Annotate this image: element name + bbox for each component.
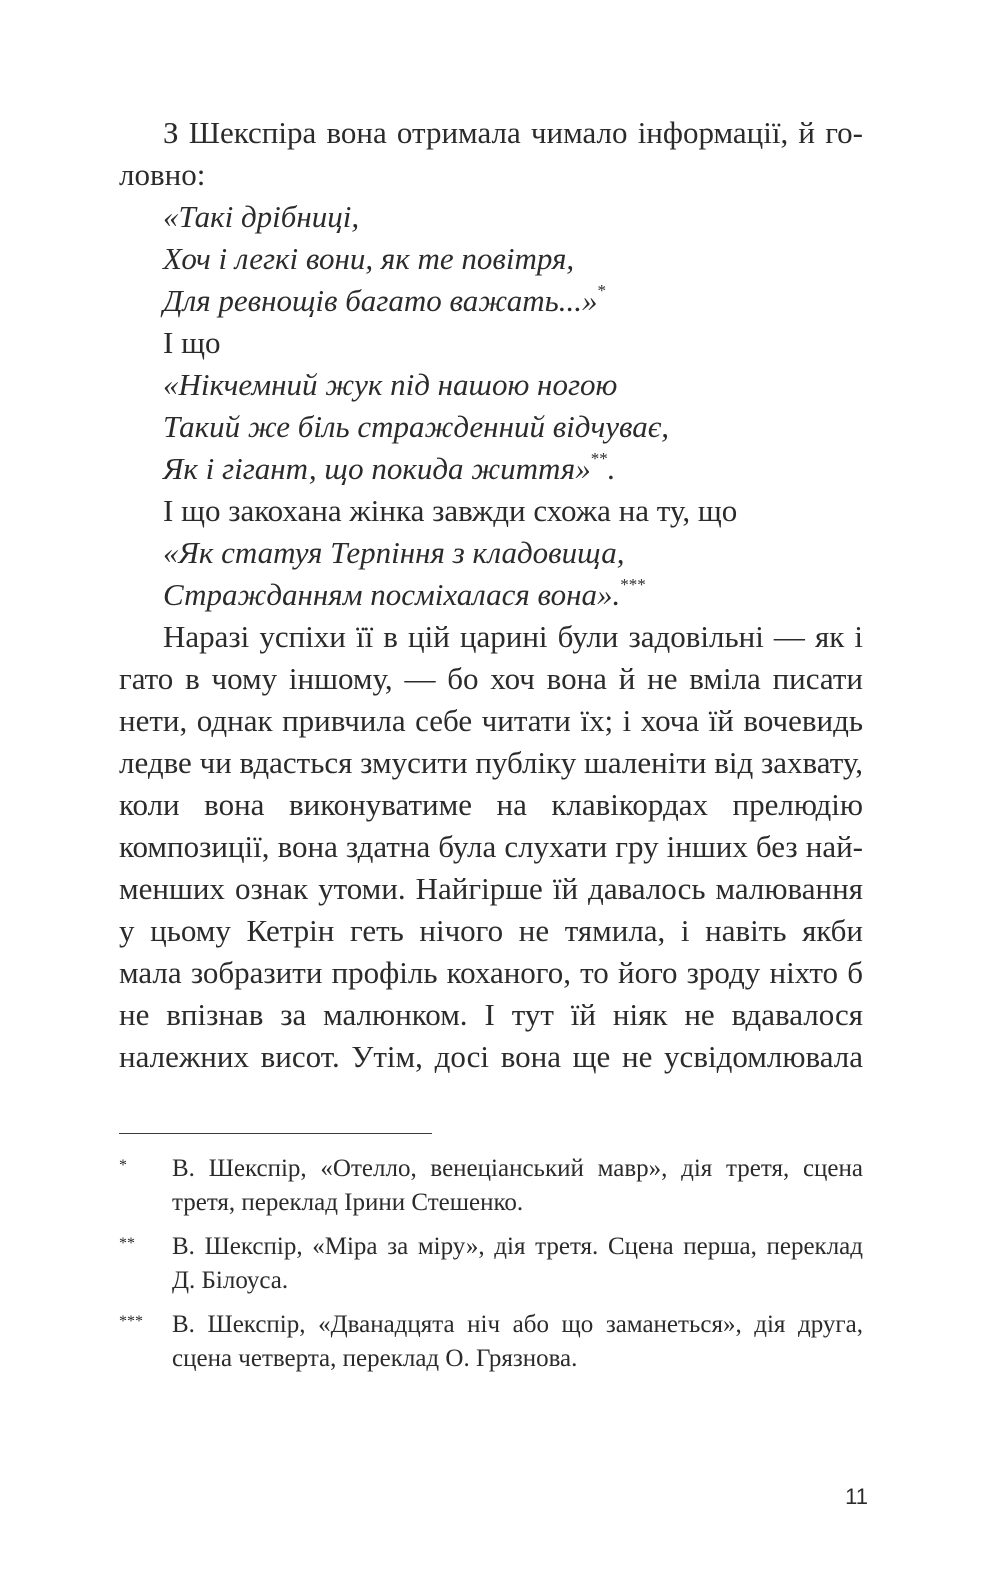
footnote-line: В. Шекспір, «Дванадцята ніч або що заманеться», дія друга, xyxy=(172,1311,863,1338)
footnote-line: В. Шекспір, «Міра за міру», дія третя. Сцена перша, переклад xyxy=(172,1233,863,1260)
footnote-mark: ** xyxy=(119,1235,135,1252)
verse-line: «Такі дрібниці, xyxy=(163,199,360,234)
footnote-reference: * xyxy=(597,280,606,300)
verse-text: Стражданням посміхалася вона». xyxy=(163,577,621,612)
verse-text: Як і гігант, що покида життя» xyxy=(163,451,591,486)
verse-punctuation: . xyxy=(607,451,616,486)
paragraph-line: гато в чому іншому, — бо хоч вона й не вміла писати xyxy=(119,661,863,696)
paragraph-line: І що xyxy=(163,325,221,360)
verse-line: Такий же біль стражденний відчуває, xyxy=(163,409,670,444)
paragraph-line: менших ознак утоми. Найгірше їй давалось малювання xyxy=(119,871,863,906)
verse-line: «Нікчемний жук під нашою ногою xyxy=(163,367,618,402)
paragraph-line: І що закохана жінка завжди схожа на ту, що xyxy=(163,493,738,528)
footnote-reference: ** xyxy=(590,448,608,468)
paragraph-line: належних висот. Утім, досі вона ще не усвідомлювала xyxy=(119,1039,863,1074)
verse-line: «Як статуя Терпіння з кладовища, xyxy=(163,535,625,570)
paragraph-line: Наразі успіхи її в цій царині були задовільні — як і xyxy=(163,619,863,654)
footnote-divider xyxy=(119,1133,432,1134)
footnote xyxy=(119,1152,863,1220)
paragraph-line: не впізнав за малюнком. І тут їй ніяк не вдавалося xyxy=(119,997,863,1032)
footnote xyxy=(119,1308,863,1376)
paragraph-line: ледве чи вдасться змусити публіку шаленіти від захвату, xyxy=(119,745,863,780)
paragraph-line: коли вона виконуватиме на клавікордах прелюдію xyxy=(119,787,863,822)
footnotes xyxy=(119,1152,863,1386)
footnote-mark: *** xyxy=(119,1313,143,1330)
verse-text: Для ревнощів багато важать...» xyxy=(163,283,598,318)
paragraph-line: нети, однак привчила себе читати їх; і хоча їй вочевидь xyxy=(119,703,863,738)
verse-line: Хоч і легкі вони, як те повітря, xyxy=(163,241,575,276)
footnote-reference: *** xyxy=(620,574,646,594)
paragraph-line: мала зобразити профіль коханого, то його зроду ніхто б xyxy=(119,955,863,990)
paragraph-line: ловно: xyxy=(119,157,206,192)
verse-line xyxy=(119,574,863,616)
footnote-line: Д. Білоуса. xyxy=(172,1267,289,1294)
footnote-mark: * xyxy=(119,1157,127,1174)
footnote-line: В. Шекспір, «Отелло, венеціанський мавр», дія третя, сцена xyxy=(172,1155,863,1182)
main-text xyxy=(119,112,863,1078)
page-number: 11 xyxy=(845,1484,868,1509)
verse-line xyxy=(119,280,863,322)
paragraph-line: у цьому Кетрін геть нічого не тямила, і навіть якби xyxy=(119,913,863,948)
footnote-line: третя, переклад Ірини Стешенко. xyxy=(172,1189,524,1216)
footnote xyxy=(119,1230,863,1298)
footnote-line: сцена четверта, переклад О. Грязнова. xyxy=(172,1345,578,1372)
paragraph-line: З Шекспіра вона отримала чимало інформації, й го- xyxy=(163,115,863,150)
paragraph-line: композиції, вона здатна була слухати гру інших без най- xyxy=(119,829,863,864)
verse-line xyxy=(119,448,863,490)
